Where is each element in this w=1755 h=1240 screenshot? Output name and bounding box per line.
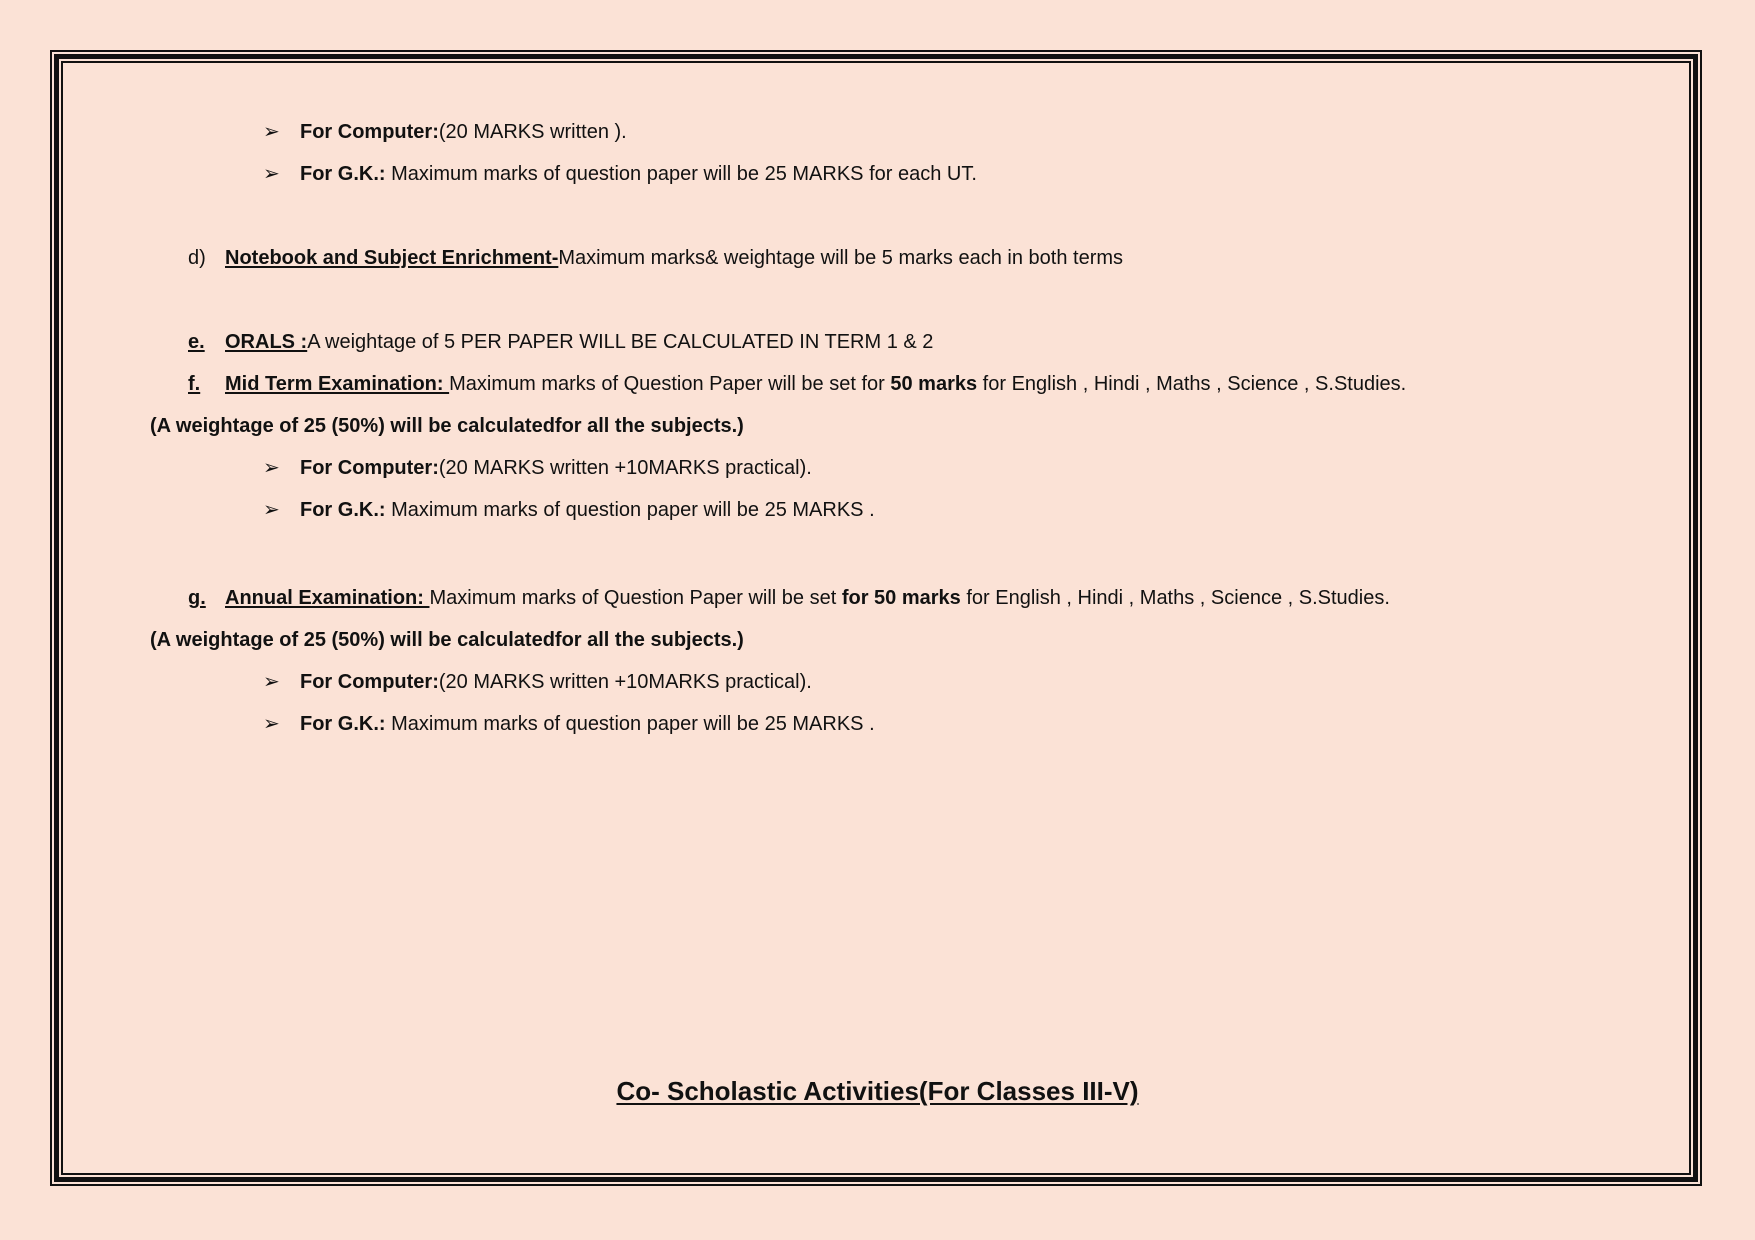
gk-label: For G.K.:	[300, 163, 386, 185]
item-d-line	[225, 246, 1123, 270]
computer-text: (20 MARKS written +10MARKS practical).	[438, 671, 812, 693]
gk-text: Maximum marks of question paper will be 25 MARKS for each UT.	[385, 163, 977, 185]
computer-label: For Computer:	[300, 671, 439, 693]
item-e-line	[225, 330, 933, 354]
computer-label: For Computer:	[300, 121, 439, 143]
item-f-weightage-note: (A weightage of 25 (50%) will be calculatedfor all the subjects.)	[150, 415, 744, 437]
arrow-bullet-icon: ➢	[263, 499, 280, 521]
item-f-gk-line	[300, 498, 875, 522]
item-d-text: Maximum marks& weightage will be 5 marks each in both terms	[558, 247, 1124, 269]
gk-text: Maximum marks of question paper will be 25 MARKS .	[385, 499, 875, 521]
co-scholastic-heading-text: Co- Scholastic Activities(For Classes III-V)	[616, 1076, 1139, 1106]
arrow-bullet-icon: ➢	[263, 457, 280, 479]
item-f-text-before: Maximum marks of Question Paper will be set for	[449, 373, 891, 395]
item-f-computer-line	[300, 456, 812, 480]
item-g-weightage-note: (A weightage of 25 (50%) will be calculatedfor all the subjects.)	[150, 629, 744, 651]
arrow-bullet-icon: ➢	[263, 671, 280, 693]
item-g-gk-line	[300, 712, 875, 736]
arrow-bullet-icon: ➢	[263, 163, 280, 185]
arrow-bullet-icon: ➢	[263, 713, 280, 735]
item-f-text-after: for English , Hindi , Maths , Science , S.Studies.	[977, 373, 1407, 395]
computer-marks-line	[300, 120, 627, 144]
item-e-title: ORALS :	[225, 331, 308, 353]
computer-text: (20 MARKS written +10MARKS practical).	[438, 457, 812, 479]
item-g-marker: g.	[188, 587, 206, 609]
gk-label: For G.K.:	[300, 499, 386, 521]
co-scholastic-heading	[0, 1076, 1755, 1107]
gk-text: Maximum marks of question paper will be 25 MARKS .	[385, 713, 875, 735]
item-d-marker: d)	[188, 247, 206, 269]
item-e-marker: e.	[188, 331, 205, 353]
gk-label: For G.K.:	[300, 713, 386, 735]
item-f-line	[225, 372, 1406, 396]
item-g-line	[225, 586, 1390, 610]
item-f-marker: f.	[188, 373, 201, 395]
arrow-bullet-icon: ➢	[263, 121, 280, 143]
item-f-bold-marks: 50 marks	[890, 373, 978, 395]
item-g-title: Annual Examination:	[225, 587, 430, 609]
item-g-text-before: Maximum marks of Question Paper will be set	[429, 587, 842, 609]
item-f-title: Mid Term Examination:	[225, 373, 450, 395]
computer-text: (20 MARKS written ).	[438, 121, 627, 143]
computer-label: For Computer:	[300, 457, 439, 479]
item-g-bold-marks: for 50 marks	[841, 587, 961, 609]
item-g-text-after: for English , Hindi , Maths , Science , S.Studies.	[960, 587, 1390, 609]
item-g-computer-line	[300, 670, 812, 694]
item-d-title: Notebook and Subject Enrichment-	[225, 247, 559, 269]
page-border-inner	[61, 61, 1691, 1175]
item-e-text: A weightage of 5 PER PAPER WILL BE CALCULATED IN TERM 1 & 2	[307, 331, 934, 353]
gk-marks-line	[300, 162, 977, 186]
